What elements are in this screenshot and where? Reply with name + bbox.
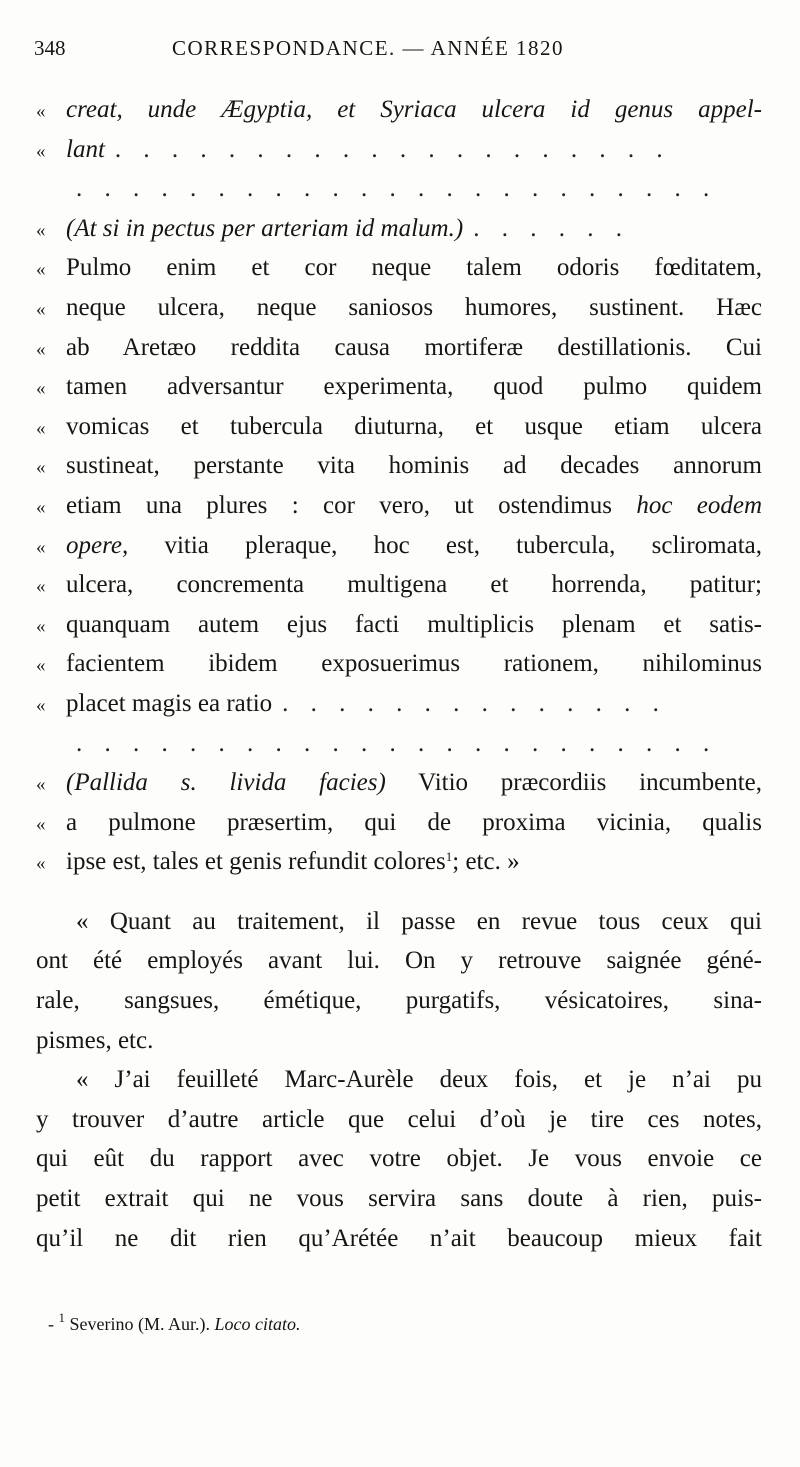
paragraph-line <box>36 1219 762 1259</box>
quote-line <box>36 209 762 249</box>
quote-mark: « <box>36 536 46 558</box>
footnote-dash: - <box>48 1314 54 1334</box>
dot-leader: . . . . . . . . . . . . . . . . . . . . . . . <box>76 175 718 203</box>
quote-mark: « <box>36 457 46 479</box>
latin-quotation <box>36 90 762 882</box>
paragraph-line <box>36 1100 762 1140</box>
quote-mark: « <box>36 813 46 835</box>
line-text: ulcera, concrementa multigena et horrenda, patitur; <box>66 571 762 599</box>
text-part: ipse est, tales et genis refundit colores <box>66 848 446 876</box>
quote-mark: « <box>36 101 46 122</box>
page-body <box>36 90 762 1258</box>
quote-mark: « <box>36 338 46 360</box>
text-part: etiam una plures : cor vero, ut ostendimus <box>66 491 637 519</box>
quote-line <box>36 526 762 566</box>
line-text: (At si in pectus per arteriam id malum.) <box>66 214 464 242</box>
line-text: « Quant au traitement, il passe en revue tous ceux qui <box>76 907 762 935</box>
paragraph-line <box>36 1060 762 1100</box>
dot-leader: . . . . . . . . . . . . . . . . . . . . <box>114 135 671 163</box>
text-part-italic: (Pallida s. livida facies) <box>66 769 386 797</box>
line-text: neque ulcera, neque saniosos humores, sustinent. Hæc <box>66 293 762 321</box>
quote-line <box>36 684 762 724</box>
quote-line <box>36 367 762 407</box>
line-text: tamen adversantur experimenta, quod pulmo quidem <box>66 373 762 401</box>
line-text: creat, unde Ægyptia, et Syriaca ulcera id genus appel- <box>66 96 762 123</box>
line-text: sustineat, perstante vita hominis ad decades annorum <box>66 452 762 480</box>
line-text: facientem ibidem exposuerimus rationem, nihilominus <box>66 650 762 678</box>
footnote-text: Severino (M. Aur.). <box>69 1314 210 1334</box>
quote-mark: « <box>36 140 46 162</box>
quote-mark: « <box>36 655 46 677</box>
quote-line <box>36 407 762 447</box>
quote-line <box>36 763 762 803</box>
line-text: qu’il ne dit rien qu’Arétée n’ait beaucoup mieux fait <box>36 1224 762 1252</box>
line-text: ab Aretæo reddita causa mortiferæ destillationis. Cui <box>66 333 762 361</box>
line-text: y trouver d’autre article que celui d’où je tire ces notes, <box>36 1105 762 1133</box>
paragraph-line <box>36 941 762 981</box>
text-part-italic: opere, <box>66 531 129 559</box>
footnote-marker: 1 <box>58 1310 65 1325</box>
quote-line <box>36 644 762 684</box>
quote-line <box>36 486 762 526</box>
line-text: rale, sangsues, émétique, purgatifs, vésicatoires, sina- <box>36 987 762 1015</box>
footnote-italic: Loco citato. <box>214 1314 301 1334</box>
dot-leader: . . . . . . <box>473 214 630 242</box>
line-text <box>66 842 520 882</box>
footnote <box>48 1310 301 1335</box>
line-text: lant <box>66 135 105 163</box>
line-text <box>66 486 762 526</box>
text-part-italic: hoc eodem <box>636 491 762 519</box>
text-part: Vitio præcordiis incumbente, <box>385 769 762 797</box>
quote-line <box>36 328 762 368</box>
paragraph-line <box>36 1139 762 1179</box>
quote-mark: « <box>36 298 46 320</box>
line-text: Pulmo enim et cor neque talem odoris fœditatem, <box>66 254 762 282</box>
quote-line <box>36 803 762 843</box>
line-text: quanquam autem ejus facti multiplicis plenam et satis- <box>66 610 762 638</box>
quote-mark: « <box>36 576 46 598</box>
quote-mark: « <box>36 694 46 716</box>
paragraph-line <box>36 1179 762 1219</box>
paragraph-treatment <box>36 902 762 1060</box>
line-text: pismes, etc. <box>36 1026 154 1054</box>
quote-line <box>36 842 762 882</box>
page-number: 348 <box>34 36 66 60</box>
paragraph-gap <box>36 882 762 902</box>
quote-mark: « <box>36 615 46 637</box>
quote-line <box>36 169 762 209</box>
text-part: ; etc. » <box>452 848 520 876</box>
dot-leader: . . . . . . . . . . . . . . <box>282 689 667 717</box>
quote-mark: « <box>36 417 46 439</box>
quote-mark: « <box>36 219 46 241</box>
line-text: placet magis ea ratio <box>66 689 273 717</box>
line-text: a pulmone præsertim, qui de proxima vicinia, qualis <box>66 808 762 836</box>
quote-mark: « <box>36 774 46 796</box>
paragraph-line <box>36 902 762 942</box>
paragraph-marc-aurele <box>36 1060 762 1258</box>
quote-line <box>36 446 762 486</box>
quote-mark: « <box>36 378 46 400</box>
quote-mark: « <box>36 259 46 281</box>
paragraph-line <box>36 1021 762 1061</box>
line-text <box>66 763 762 803</box>
quote-line <box>36 724 762 764</box>
quote-line <box>36 248 762 288</box>
quote-line <box>36 130 762 170</box>
quote-line <box>36 288 762 328</box>
quote-mark: « <box>36 496 46 518</box>
line-text: vomicas et tubercula diuturna, et usque etiam ulcera <box>66 412 762 440</box>
quote-mark: « <box>36 853 46 875</box>
line-text <box>66 526 762 566</box>
line-text: qui eût du rapport avec votre objet. Je vous envoie ce <box>36 1145 762 1173</box>
line-text: « J’ai feuilleté Marc-Aurèle deux fois, et je n’ai pu <box>76 1066 762 1094</box>
quote-line <box>36 90 762 130</box>
text-part: vitia pleraque, hoc est, tubercula, scliromata, <box>128 531 762 559</box>
quote-line <box>36 605 762 645</box>
line-text: petit extrait qui ne vous servira sans doute à rien, puis- <box>36 1185 762 1213</box>
running-title: CORRESPONDANCE. — ANNÉE 1820 <box>172 36 565 60</box>
footnote-ref: 1 <box>445 849 453 865</box>
paragraph-line <box>36 981 762 1021</box>
dot-leader: . . . . . . . . . . . . . . . . . . . . . . . <box>76 729 718 757</box>
line-text: ont été employés avant lui. On y retrouve saignée géné- <box>36 947 762 975</box>
quote-line <box>36 565 762 605</box>
